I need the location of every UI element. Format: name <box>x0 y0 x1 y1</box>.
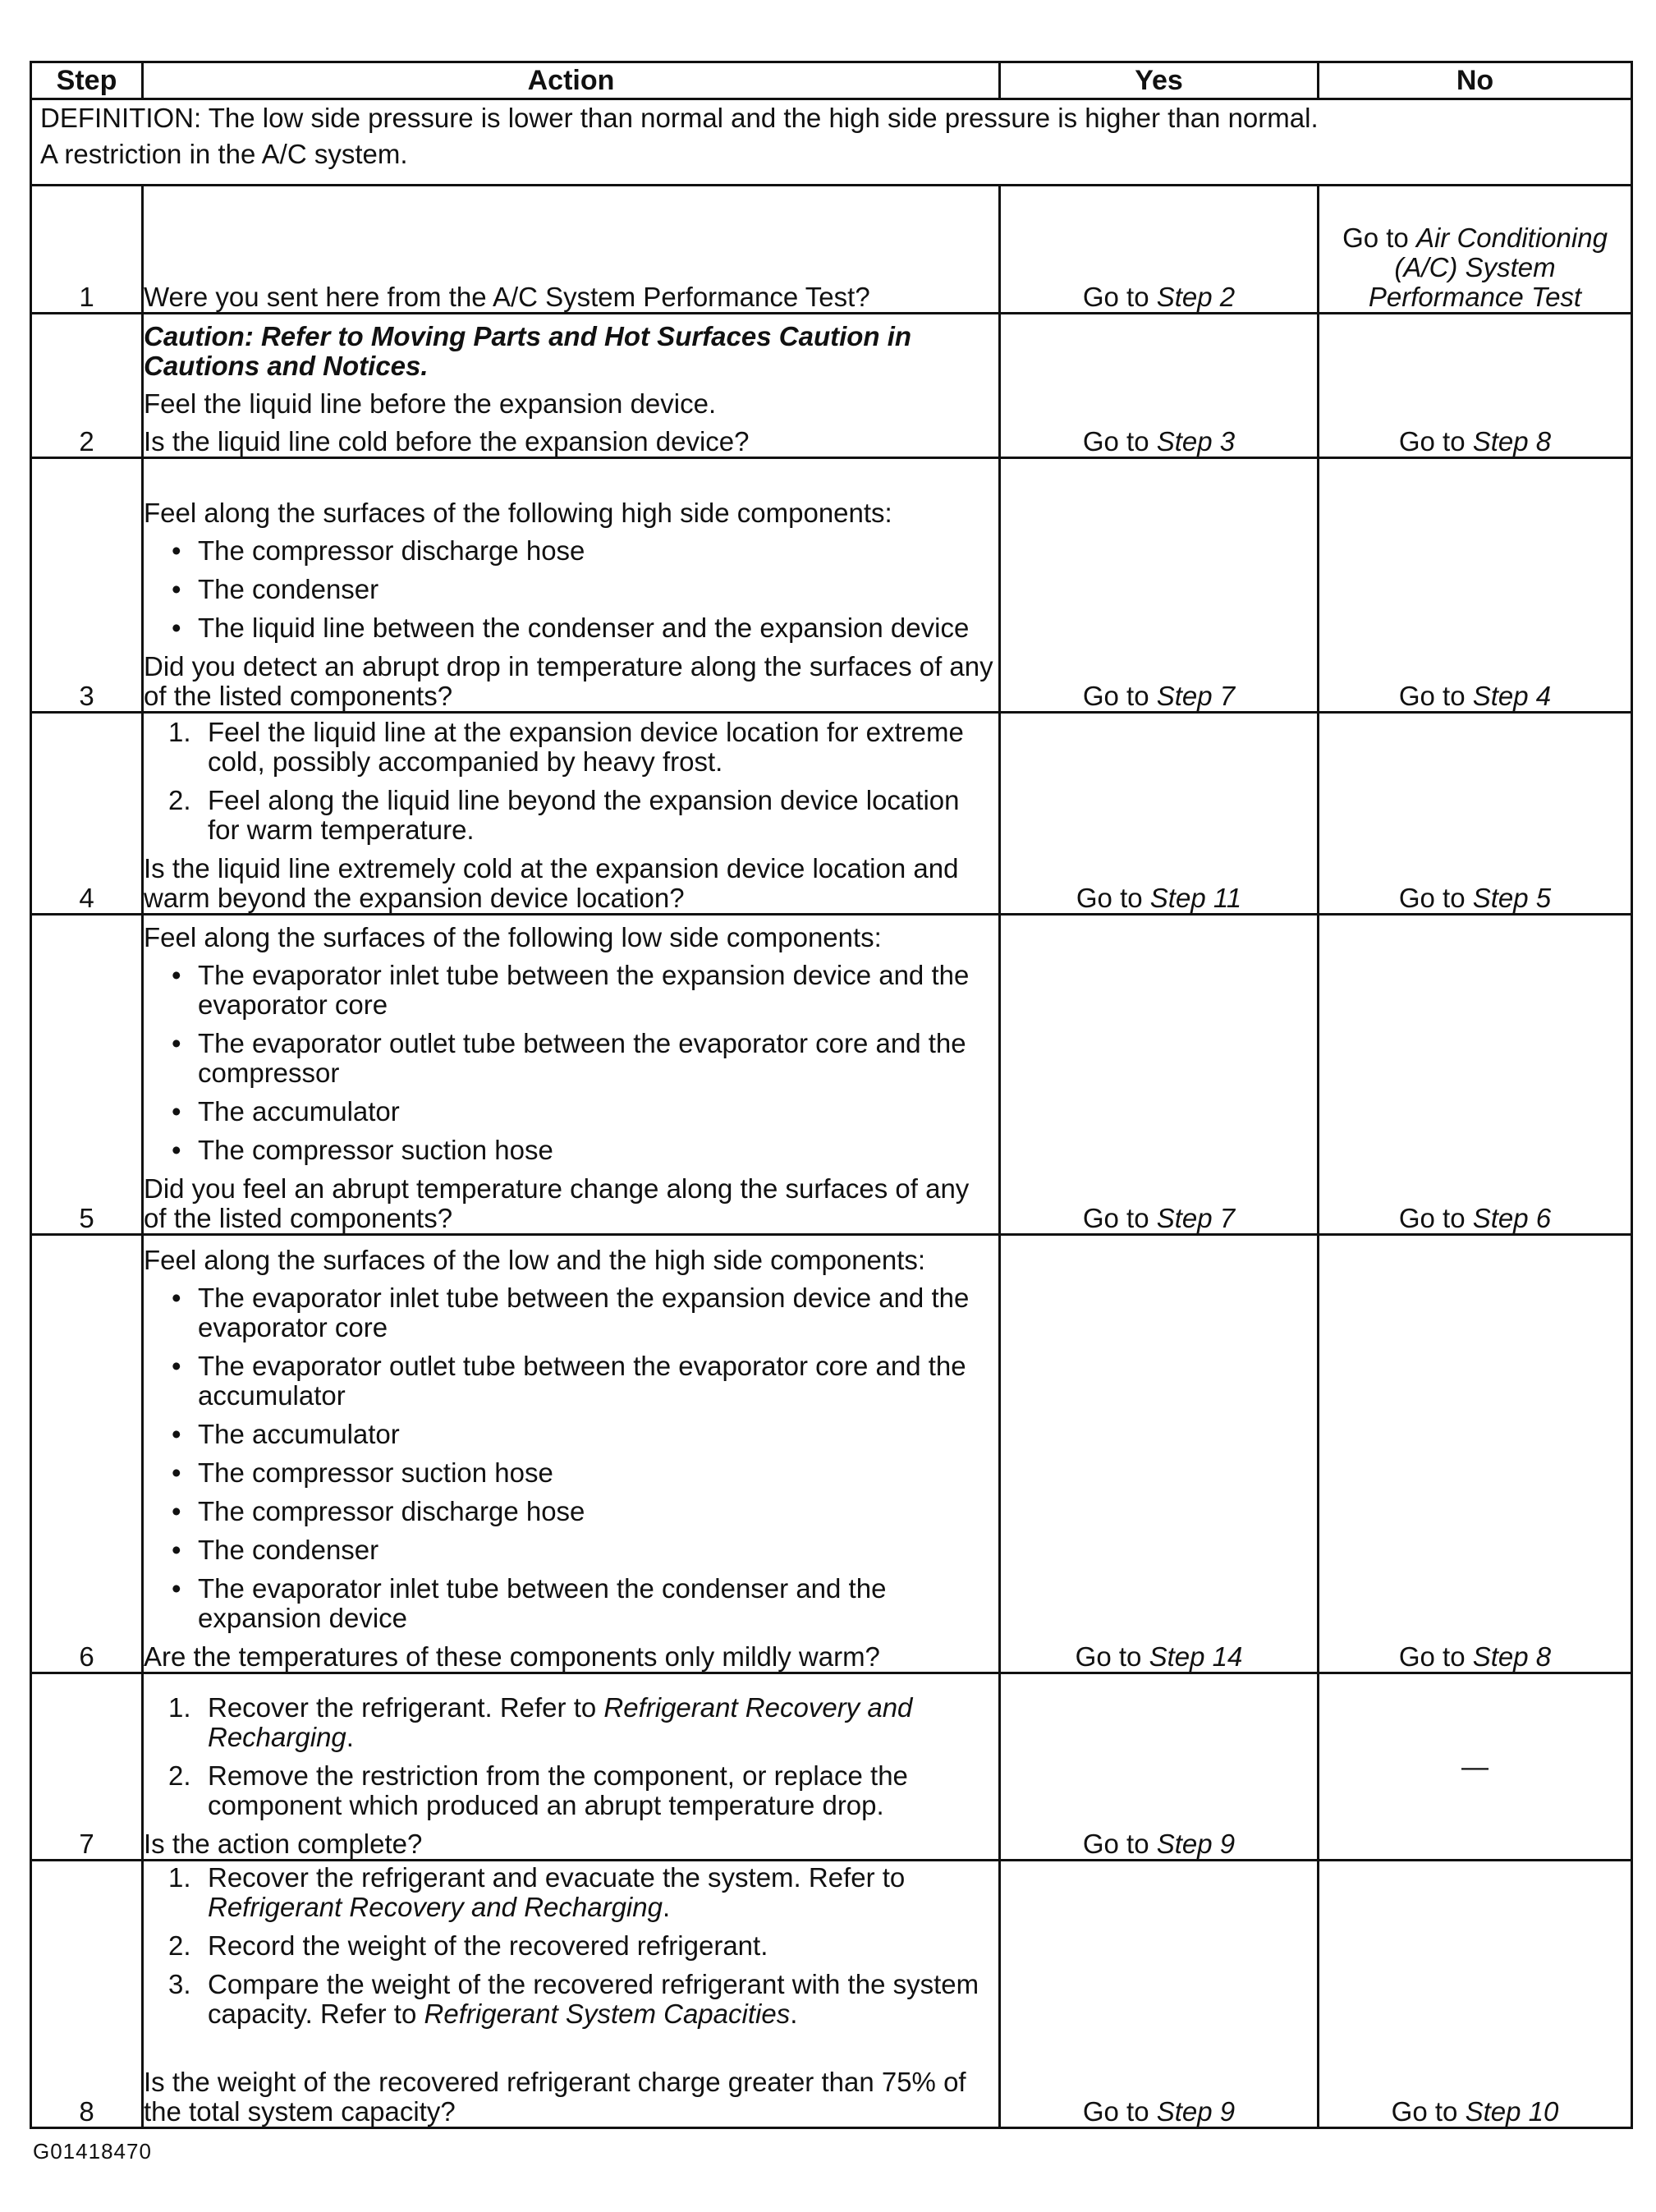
action-cell <box>143 1235 1000 1673</box>
header-action: Action <box>143 62 1000 99</box>
intro-text: Feel along the surfaces of the low and the high side components: <box>144 1245 926 1275</box>
list-item: • The compressor discharge hose <box>168 1497 998 1526</box>
yes-cell <box>1000 1673 1319 1861</box>
step-number: 4 <box>31 713 143 915</box>
question-text: Did you detect an abrupt drop in temperature along the surfaces of any of the listed components? <box>144 651 993 711</box>
item-number: 2. <box>168 1760 191 1791</box>
item-text: Recover the refrigerant. Refer to <box>208 1692 604 1723</box>
item-text-end: . <box>790 1999 798 2029</box>
action-cell <box>143 186 1000 314</box>
list-item: • The compressor discharge hose <box>168 536 998 566</box>
definition-restriction: A restriction in the A/C system. <box>40 139 408 169</box>
no-cell <box>1319 458 1632 713</box>
component-list <box>144 961 998 1165</box>
header-yes: Yes <box>1000 62 1319 99</box>
no-cell <box>1319 915 1632 1235</box>
no-cell <box>1319 713 1632 915</box>
intro-text: Feel along the surfaces of the following high side components: <box>144 498 892 528</box>
yes-cell <box>1000 458 1319 713</box>
list-item: • The compressor suction hose <box>168 1458 998 1488</box>
figure-code: G01418470 <box>33 2139 152 2164</box>
no-cell <box>1319 1673 1632 1861</box>
action-cell <box>143 1673 1000 1861</box>
question-text: Is the weight of the recovered refrigerant charge greater than 75% of the total system capacity? <box>144 2067 966 2127</box>
item-number: 2. <box>168 1930 191 1961</box>
question-text: Were you sent here from the A/C System Performance Test? <box>144 282 870 312</box>
item-number: 3. <box>168 1969 191 1999</box>
reference-link[interactable]: Refrigerant Recovery and Recharging <box>208 1692 913 1752</box>
question-text: Did you feel an abrupt temperature change along the surfaces of any of the listed components? <box>144 1173 970 1233</box>
no-prefix: Go to <box>1342 223 1416 253</box>
yes-cell <box>1000 1861 1319 2128</box>
question-text: Is the liquid line extremely cold at the expansion device location and warm beyond the expansion device location? <box>144 853 959 913</box>
yes-prefix: Go to <box>1082 426 1157 457</box>
yes-prefix: Go to <box>1082 2096 1157 2127</box>
question-text: Is the liquid line cold before the expansion device? <box>144 426 750 457</box>
yes-link[interactable]: Step 11 <box>1149 883 1242 913</box>
item-text-end: . <box>346 1722 354 1752</box>
action-cell <box>143 1861 1000 2128</box>
table-row <box>31 915 1632 1235</box>
list-item: • The evaporator outlet tube between the evaporator core and the accumulator <box>168 1352 998 1411</box>
list-item <box>168 1931 998 1961</box>
item-number: 1. <box>168 1862 191 1893</box>
table-row <box>31 1673 1632 1861</box>
table-row <box>31 314 1632 458</box>
yes-prefix: Go to <box>1075 1641 1149 1672</box>
yes-prefix: Go to <box>1082 282 1157 312</box>
no-link[interactable]: Step 8 <box>1472 426 1552 457</box>
reference-link[interactable]: Refrigerant Recovery and Recharging <box>208 1892 663 1922</box>
no-link[interactable]: Step 6 <box>1472 1203 1552 1233</box>
list-item <box>168 1693 998 1752</box>
no-prefix: Go to <box>1391 2096 1466 2127</box>
list-item: • The evaporator inlet tube between the expansion device and the evaporator core <box>168 961 998 1020</box>
item-text-end: . <box>662 1892 671 1922</box>
list-item <box>168 1863 998 1922</box>
instruction-text: Feel the liquid line before the expansion device. <box>144 388 717 419</box>
list-item: • The evaporator inlet tube between the expansion device and the evaporator core <box>168 1283 998 1342</box>
spacer <box>144 2038 998 2067</box>
yes-prefix: Go to <box>1082 681 1157 711</box>
table-row <box>31 713 1632 915</box>
list-item: • The liquid line between the condenser and the expansion device <box>168 613 998 643</box>
yes-link[interactable]: Step 9 <box>1156 1829 1236 1859</box>
procedure-list <box>144 1863 998 2029</box>
action-cell <box>143 458 1000 713</box>
reference-link[interactable]: Refrigerant System Capacities <box>424 1999 791 2029</box>
step-number: 6 <box>31 1235 143 1673</box>
definition-row <box>31 99 1632 186</box>
yes-link[interactable]: Step 3 <box>1156 426 1236 457</box>
no-dash: — <box>1461 1751 1489 1782</box>
step-number: 8 <box>31 1861 143 2128</box>
yes-link[interactable]: Step 14 <box>1149 1641 1243 1672</box>
list-item: • The accumulator <box>168 1097 998 1127</box>
yes-cell <box>1000 314 1319 458</box>
no-prefix: Go to <box>1398 1203 1473 1233</box>
no-prefix: Go to <box>1398 883 1473 913</box>
action-cell <box>143 713 1000 915</box>
list-item: • The evaporator inlet tube between the condenser and the expansion device <box>168 1574 998 1633</box>
list-item: • The compressor suction hose <box>168 1136 998 1165</box>
definition-text: DEFINITION: The low side pressure is lower than normal and the high side pressure is higher than normal. <box>40 103 1319 133</box>
action-cell <box>143 915 1000 1235</box>
step-number: 3 <box>31 458 143 713</box>
item-text: Compare the weight of the recovered refrigerant with the system capacity. Refer to <box>208 1969 979 2029</box>
no-prefix: Go to <box>1398 426 1473 457</box>
list-item <box>168 1970 998 2029</box>
no-link[interactable]: Air Conditioning (A/C) System Performance Test <box>1368 223 1608 312</box>
list-item <box>168 1761 998 1820</box>
no-prefix: Go to <box>1398 1641 1473 1672</box>
no-link[interactable]: Step 5 <box>1472 883 1552 913</box>
no-link[interactable]: Step 10 <box>1465 2096 1559 2127</box>
list-item: • The evaporator outlet tube between the evaporator core and the compressor <box>168 1029 998 1088</box>
item-number: 1. <box>168 1692 191 1723</box>
yes-cell <box>1000 186 1319 314</box>
step-number: 5 <box>31 915 143 1235</box>
no-cell <box>1319 1861 1632 2128</box>
yes-link[interactable]: Step 7 <box>1156 1203 1236 1233</box>
table-row <box>31 1235 1632 1673</box>
header-step: Step <box>31 62 143 99</box>
yes-link[interactable]: Step 9 <box>1156 2096 1236 2127</box>
table-row <box>31 1861 1632 2128</box>
definition-cell <box>31 99 1632 186</box>
no-link[interactable]: Step 8 <box>1472 1641 1552 1672</box>
yes-prefix: Go to <box>1082 1829 1157 1859</box>
question-text: Are the temperatures of these components only mildly warm? <box>144 1641 880 1672</box>
item-text: Remove the restriction from the component, or replace the component which produced an abrupt temperature drop. <box>208 1760 908 1820</box>
item-text: Recover the refrigerant and evacuate the system. Refer to <box>208 1862 906 1893</box>
yes-cell <box>1000 915 1319 1235</box>
header-no: No <box>1319 62 1632 99</box>
intro-text: Feel along the surfaces of the following low side components: <box>144 922 882 952</box>
list-item: • The condenser <box>168 575 998 604</box>
yes-prefix: Go to <box>1076 883 1150 913</box>
yes-link[interactable]: Step 7 <box>1156 681 1236 711</box>
item-number: 2. <box>168 785 191 815</box>
action-cell <box>143 314 1000 458</box>
yes-cell <box>1000 713 1319 915</box>
list-item <box>168 786 998 845</box>
list-item: • The condenser <box>168 1535 998 1565</box>
yes-link[interactable]: Step 2 <box>1156 282 1236 312</box>
no-link[interactable]: Step 4 <box>1472 681 1552 711</box>
step-number: 1 <box>31 186 143 314</box>
list-item: • The accumulator <box>168 1420 998 1449</box>
table-row <box>31 186 1632 314</box>
item-text: Record the weight of the recovered refrigerant. <box>208 1930 768 1961</box>
step-number: 2 <box>31 314 143 458</box>
question-text: Is the action complete? <box>144 1829 423 1859</box>
diagnostic-table <box>30 61 1633 2129</box>
list-item <box>168 718 998 777</box>
item-text: Feel along the liquid line beyond the expansion device location for warm temperature. <box>208 785 960 845</box>
yes-cell <box>1000 1235 1319 1673</box>
procedure-list <box>144 718 998 845</box>
no-cell <box>1319 186 1632 314</box>
header-row <box>31 62 1632 99</box>
component-list <box>144 1283 998 1633</box>
item-number: 1. <box>168 717 191 747</box>
procedure-list <box>144 1693 998 1820</box>
table-row <box>31 458 1632 713</box>
item-text: Feel the liquid line at the expansion device location for extreme cold, possibly accompanied by heavy frost. <box>208 717 964 777</box>
component-list <box>144 536 998 643</box>
caution-text: Caution: Refer to Moving Parts and Hot Surfaces Caution in Cautions and Notices. <box>144 321 912 381</box>
no-cell <box>1319 314 1632 458</box>
no-prefix: Go to <box>1398 681 1473 711</box>
yes-prefix: Go to <box>1082 1203 1157 1233</box>
step-number: 7 <box>31 1673 143 1861</box>
diagnostic-table-container <box>30 61 1631 2129</box>
no-cell <box>1319 1235 1632 1673</box>
